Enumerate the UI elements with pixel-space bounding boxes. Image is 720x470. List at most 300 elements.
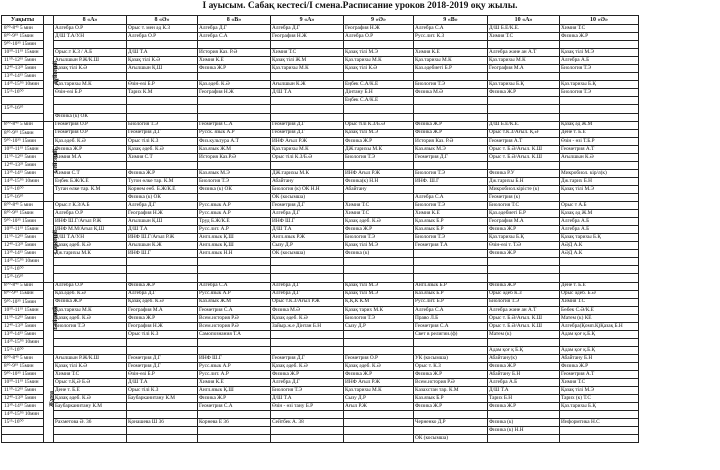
lesson-cell: Адам қоғ қ Б.Қ <box>488 346 560 354</box>
lesson-cell <box>560 41 639 49</box>
lesson-time <box>2 97 44 105</box>
lesson-cell <box>54 411 127 419</box>
lesson-cell <box>344 105 414 113</box>
lesson-cell: Химия К.Е <box>414 49 488 57</box>
lesson-time: 15²⁰-16¹⁰ <box>2 193 44 201</box>
lesson-cell: Микробиол. кір/л(к) <box>560 169 639 177</box>
lesson-cell: Орыс тілі К.З/Б.Ә <box>344 121 414 129</box>
lesson-cell <box>414 411 488 419</box>
lesson-cell: Тарих (к) Т.С <box>560 395 639 403</box>
lesson-cell <box>414 41 488 49</box>
lesson-cell <box>198 105 271 113</box>
lesson-cell <box>344 193 414 201</box>
lesson-cell <box>54 427 127 435</box>
lesson-cell: Ағылшын Қ.Ш <box>127 218 198 226</box>
lesson-cell <box>560 274 639 282</box>
lesson-time: 15¹⁵-16⁰⁰ <box>2 346 44 354</box>
lesson-cell: Орыс т. Б.Ә/Ағыл. К.Ш <box>488 322 560 330</box>
lesson-time: 9⁵⁰-10³⁵ 15мин <box>2 137 44 145</box>
schedule-row <box>2 403 718 411</box>
lesson-cell <box>198 193 271 201</box>
lesson-cell: Адам қоғ қ.Б.Қ <box>560 346 639 354</box>
lesson-cell: Черненко Д.Р <box>414 419 488 427</box>
lesson-cell: Д/Ш Т.А/У.Н <box>54 33 127 41</box>
lesson-cell <box>560 97 639 105</box>
lesson-cell <box>54 97 127 105</box>
lesson-cell: Информтика Н.С <box>560 419 639 427</box>
lesson-cell: Физика Ж.Р <box>344 137 414 145</box>
lesson-cell <box>414 258 488 266</box>
lesson-cell: Химия С.Т <box>127 153 198 161</box>
lesson-cell: Ағылшын Қ.Ш <box>127 65 198 73</box>
lesson-cell: Каз.язык Б.Р <box>414 290 488 298</box>
lesson-cell <box>488 338 560 346</box>
lesson-cell: Алгебра(Қомп.Қ)Қазақ Б.Н <box>560 322 639 330</box>
schedule-row <box>2 202 718 210</box>
lesson-cell: История Каз. Р.Ә <box>414 137 488 145</box>
lesson-cell: Өзін-өзі Б.Р <box>127 81 198 89</box>
day-label <box>44 354 54 443</box>
lesson-cell: Алгебра Д.Г <box>271 25 344 33</box>
lesson-time: 11⁵⁰-12³⁵ 5мин <box>2 57 44 65</box>
lesson-cell: География М.А <box>488 218 560 226</box>
lesson-cell <box>344 346 414 354</box>
lesson-cell: ИНФ Ағыл Р.Ж <box>271 137 344 145</box>
schedule-row <box>2 25 718 33</box>
lesson-cell: Физика Ж.Р <box>198 395 271 403</box>
lesson-cell <box>54 338 127 346</box>
lesson-cell: ИНФ. Ш.Г <box>414 177 488 185</box>
lesson-cell: Абайтану Б.Н <box>560 354 639 362</box>
lesson-cell: Қазақ тілі М.Э <box>344 242 414 250</box>
lesson-time <box>2 113 44 121</box>
lesson-cell <box>344 427 414 435</box>
lesson-cell <box>414 274 488 282</box>
lesson-cell: Алгебра С.А <box>198 33 271 41</box>
lesson-cell: Сызу Д.Р <box>344 322 414 330</box>
lesson-cell: Алгебра О.Р <box>54 210 127 218</box>
lesson-cell: ИНФ Ш.Г <box>198 354 271 362</box>
lesson-cell: Орыс т.Қ.Ә Б.Ә <box>54 379 127 387</box>
schedule-row <box>2 330 718 338</box>
lesson-cell: Орыс т. Б.Ә/Ағыл. К.Ш <box>488 314 560 322</box>
day-name: Дүйсенбі <box>53 60 60 85</box>
lesson-cell: Еңбек С.А/К.Е <box>344 97 414 105</box>
schedule-row <box>2 121 718 129</box>
lesson-cell: География Н.Ж <box>271 33 344 41</box>
lesson-cell: Биология Т.Э <box>344 153 414 161</box>
lesson-cell: Право Л.Б <box>414 314 488 322</box>
lesson-cell: Алгебра О.Р <box>54 282 127 290</box>
lesson-time <box>2 435 44 443</box>
lesson-cell: Геометрия О.Р <box>54 121 127 129</box>
lesson-cell: Қаз.әдеб. К.Ә <box>54 290 127 298</box>
lesson-cell <box>344 258 414 266</box>
lesson-cell: Геометрия Д.Г <box>127 129 198 137</box>
lesson-cell <box>127 427 198 435</box>
schedule-row <box>2 97 718 105</box>
lesson-cell: Орыс.т К.З/А.Б <box>54 202 127 210</box>
lesson-cell: АӘД А.К <box>560 250 639 258</box>
lesson-cell <box>127 274 198 282</box>
lesson-cell <box>344 113 414 121</box>
lesson-cell: Физика Ж.Р <box>488 362 560 370</box>
lesson-cell: Қазақ тілі Ж.М <box>271 57 344 65</box>
schedule-row <box>2 33 718 41</box>
lesson-cell: Геометрия Д.Г <box>271 202 344 210</box>
lesson-cell: Қазақ тілі М.Э <box>344 49 414 57</box>
lesson-cell <box>414 338 488 346</box>
schedule-row <box>2 193 718 201</box>
lesson-cell <box>198 427 271 435</box>
lesson-cell: Қаз.тарихы М.К <box>488 57 560 65</box>
lesson-cell: Геометрия (к) <box>488 193 560 201</box>
schedule-row <box>2 346 718 354</box>
schedule-row <box>2 298 718 306</box>
schedule-row <box>2 169 718 177</box>
lesson-cell <box>54 105 127 113</box>
lesson-time: 8⁰⁰-8⁴⁵ 5 мин <box>2 202 44 210</box>
lesson-cell: Физика Ж.Р <box>127 282 198 290</box>
lesson-cell: Орыс т А.Б <box>560 202 639 210</box>
lesson-cell: Абайтану <box>344 185 414 193</box>
lesson-cell: География М.А <box>127 306 198 314</box>
lesson-cell: Дж.тарих Б.Н <box>560 177 639 185</box>
lesson-cell: ДЖ.тарихы М.К <box>271 169 344 177</box>
lesson-cell <box>488 258 560 266</box>
lesson-cell <box>54 258 127 266</box>
lesson-cell <box>560 258 639 266</box>
lesson-time: 13³⁰-14¹⁵ 5мин <box>2 403 44 411</box>
lesson-cell: Биология Т.Э <box>344 314 414 322</box>
lesson-cell: Алгебра және ан А.Т <box>488 306 560 314</box>
lesson-time: 8⁵⁰-9³⁵ 15мин <box>2 210 44 218</box>
lesson-cell: Қазақ әдеб. К.Ә <box>344 362 414 370</box>
lesson-cell <box>271 97 344 105</box>
lesson-cell: Алгебра А.Б <box>560 218 639 226</box>
lesson-cell: АӘД А.К <box>560 242 639 250</box>
lesson-cell <box>488 105 560 113</box>
lesson-cell: Всем.история Р.Ә <box>198 314 271 322</box>
lesson-cell: ДЖ.тарихы М.К <box>344 145 414 153</box>
lesson-time: 12⁴⁰-13²⁵ 5мин <box>2 161 44 169</box>
lesson-cell: Орыс т. Б.Ә/Ағыл. К.Ш <box>488 145 560 153</box>
lesson-cell <box>198 97 271 105</box>
lesson-cell: Қазақ әдеб. К.Ә <box>54 314 127 322</box>
lesson-time: 8⁰⁰-8⁴⁵ 5 мин <box>2 121 44 129</box>
lesson-cell: История Каз.Р.Ә <box>198 153 271 161</box>
lesson-cell <box>488 113 560 121</box>
lesson-time: 11⁵⁰-12³⁵ 5мин <box>2 234 44 242</box>
lesson-time: 15¹⁵-16⁰⁰ <box>2 419 44 427</box>
lesson-cell <box>54 274 127 282</box>
lesson-cell <box>344 41 414 49</box>
lesson-cell: Д/Ш Т.А <box>127 226 198 234</box>
schedule-row <box>2 137 718 145</box>
lesson-cell: Қаз.тарихы М.К <box>344 57 414 65</box>
lesson-cell: ОК (косымша) <box>414 435 488 443</box>
lesson-cell: Физика Ж.Р <box>488 250 560 258</box>
schedule-row <box>2 338 718 346</box>
lesson-cell: Сейтбек А. 38 <box>271 419 344 427</box>
lesson-cell: Физика Ж.Р <box>414 403 488 411</box>
lesson-cell <box>488 161 560 169</box>
lesson-cell: Д/Ш Б.Е/К.Е. <box>488 25 560 33</box>
lesson-cell: Қаз.язык Б.Р <box>414 218 488 226</box>
lesson-cell: Физика Ж.Р <box>344 371 414 379</box>
lesson-cell: Орыс әдеб К.З <box>488 290 560 298</box>
lesson-cell: Орыс әдеб. Б.Ә <box>560 290 639 298</box>
schedule-row <box>2 371 718 379</box>
lesson-cell: Алгебра Д.Г <box>271 379 344 387</box>
schedule-row <box>2 427 718 435</box>
lesson-cell: Өзін-өзі Б.Р <box>54 89 127 97</box>
lesson-cell: Қаз.тарихы М.К <box>54 81 127 89</box>
lesson-cell: Сызу Д.Р <box>271 242 344 250</box>
lesson-cell: Каз.язык М.Э <box>198 169 271 177</box>
lesson-cell: ОК (косымша) <box>271 193 344 201</box>
lesson-cell <box>560 338 639 346</box>
lesson-cell: ИНФ Ш.Г/Ағыл Р.Ж <box>127 234 198 242</box>
lesson-time: 11⁵⁰-12³⁵ 5мин <box>2 153 44 161</box>
lesson-cell <box>488 41 560 49</box>
lesson-cell: Баубарканитану К.М <box>127 395 198 403</box>
lesson-time: 12⁴⁰-13²⁵ 5мин <box>2 242 44 250</box>
lesson-cell <box>127 113 198 121</box>
lesson-cell: Химия Т.С <box>54 371 127 379</box>
lesson-cell: Биология Т.Э <box>560 65 639 73</box>
lesson-cell <box>127 266 198 274</box>
lesson-cell: Каз.язык Б.Р <box>414 395 488 403</box>
schedule-row <box>2 242 718 250</box>
lesson-cell: Абайтану(к) <box>488 354 560 362</box>
lesson-cell: Русс.язык А.Р <box>198 210 271 218</box>
lesson-cell: ОК (косымша) <box>271 250 344 258</box>
lesson-cell: Корнем еөб. Б.Ж/К.Е <box>127 185 198 193</box>
lesson-cell: Физика Р.У <box>488 169 560 177</box>
schedule-row <box>2 266 718 274</box>
lesson-cell: Қонашева Ш 36 <box>127 419 198 427</box>
lesson-cell: Геометрия Д.Г <box>414 153 488 161</box>
lesson-cell: Алгебра А.Б <box>488 379 560 387</box>
lesson-time: 14²⁰-15⁰⁵ 10мин <box>2 258 44 266</box>
lesson-cell <box>560 113 639 121</box>
lesson-cell: Физика (к) Н.Н <box>488 427 560 435</box>
lesson-cell <box>344 274 414 282</box>
lesson-cell: Сызу Д.Р <box>344 395 414 403</box>
lesson-time: 15²⁰-16¹⁰ <box>2 105 44 113</box>
lesson-cell: Англ.язык Б.Р <box>414 282 488 290</box>
lesson-cell: Труд Б.Ж/К.Е <box>198 218 271 226</box>
lesson-cell: Туган өлке тар. К.М <box>54 185 127 193</box>
day-name: Бейсенбі <box>52 306 59 330</box>
lesson-cell: Қаз.тарихы Б.Қ <box>488 234 560 242</box>
lesson-cell: Физика Ж.Р <box>271 371 344 379</box>
lesson-cell: Биология Т.Э <box>488 298 560 306</box>
lesson-cell: Геометрия О.Р <box>54 129 127 137</box>
lesson-cell <box>54 161 127 169</box>
lesson-cell <box>414 73 488 81</box>
schedule-row <box>2 395 718 403</box>
lesson-time: 13³⁰-14¹⁵ 5мин <box>2 330 44 338</box>
lesson-cell: Қазақ әдеб. К.Ә <box>54 242 127 250</box>
lesson-cell: Химия Т.С <box>560 379 639 387</box>
column-header-class: 8 «А» <box>54 16 127 25</box>
lesson-cell <box>344 419 414 427</box>
lesson-cell: Қазақ әд Ж.М <box>560 210 639 218</box>
lesson-cell: Орыс.т К.З / А.Б <box>54 49 127 57</box>
lesson-cell: Қаз.тарихы М.К <box>414 57 488 65</box>
lesson-cell <box>271 113 344 121</box>
lesson-cell <box>198 435 271 443</box>
schedule-row <box>2 354 718 362</box>
lesson-cell: Биология Т.Э <box>560 89 639 97</box>
lesson-cell: Геометрия С.А <box>198 121 271 129</box>
lesson-cell <box>271 266 344 274</box>
lesson-time: 12⁴⁰-13²⁵ 5мин <box>2 322 44 330</box>
lesson-cell <box>54 330 127 338</box>
lesson-time: 14²⁰-15⁰⁵ 10мин <box>2 411 44 419</box>
lesson-time: 11⁵⁰-12³⁵ 5мин <box>2 314 44 322</box>
lesson-cell <box>271 73 344 81</box>
schedule-row <box>2 105 718 113</box>
lesson-cell: Орыс тілі К.З <box>127 137 198 145</box>
schedule-row <box>2 419 718 427</box>
schedule-row <box>2 234 718 242</box>
lesson-cell: Физика (к) ОК <box>198 185 271 193</box>
lesson-cell: ИНФ М.М/Ағыл Қ.Ш <box>54 226 127 234</box>
lesson-cell <box>414 113 488 121</box>
lesson-cell: Всем.история Р.Ә <box>198 322 271 330</box>
lesson-cell: Д/Ш Т.А <box>271 395 344 403</box>
lesson-time: 8⁰⁰-8⁴⁵ 5 мин <box>2 25 44 33</box>
lesson-cell <box>414 97 488 105</box>
lesson-cell: Самопознания Т.А <box>198 330 271 338</box>
lesson-cell: Алгебра О.Р <box>54 25 127 33</box>
lesson-cell: Алгебра Д.Г <box>271 210 344 218</box>
lesson-cell: Тарих Б.Н <box>488 395 560 403</box>
lesson-cell: Қазақ тілі К.Ә <box>344 65 414 73</box>
lesson-cell: Химия С.Т <box>54 169 127 177</box>
lesson-cell: География Н.Ж <box>344 25 414 33</box>
lesson-cell: Биология Т.Э <box>54 322 127 330</box>
lesson-cell: География Н.Ж <box>127 322 198 330</box>
lesson-cell: Баубарканитану К.М <box>54 403 127 411</box>
lesson-cell: Физика Ж.Р <box>414 371 488 379</box>
lesson-cell: Физика (к) ОК <box>127 193 198 201</box>
lesson-cell: Қазақ әдеб. К.Ә <box>127 145 198 153</box>
schedule-row <box>2 306 718 314</box>
lesson-cell: Қазақ тарих М.К <box>344 306 414 314</box>
lesson-cell: Химия Т.С <box>560 25 639 33</box>
lesson-cell: Биология Т.Э <box>127 121 198 129</box>
lesson-cell <box>54 41 127 49</box>
lesson-cell <box>344 338 414 346</box>
lesson-cell <box>127 346 198 354</box>
column-header-class: 8 «Ә» <box>127 16 198 25</box>
schedule-row <box>2 161 718 169</box>
lesson-cell <box>271 411 344 419</box>
lesson-cell <box>271 41 344 49</box>
lesson-cell: География Н.Ж <box>127 210 198 218</box>
lesson-cell: Тарих К.М <box>127 89 198 97</box>
lesson-cell <box>560 73 639 81</box>
lesson-cell: Биология Т.Э <box>344 234 414 242</box>
lesson-cell <box>488 411 560 419</box>
lesson-cell <box>414 266 488 274</box>
lesson-cell: Бөбек С.Ә/К.Е <box>560 306 639 314</box>
lesson-cell: Англ.язык Қ.Ш <box>198 387 271 395</box>
lesson-cell: Физика (к) <box>488 419 560 427</box>
lesson-cell <box>344 73 414 81</box>
lesson-cell: Абайтану Б.Н <box>488 371 560 379</box>
lesson-cell: Русс.язык А.Р <box>198 290 271 298</box>
lesson-cell: Биология Т.С <box>488 202 560 210</box>
lesson-cell: Д/Ш Т.А <box>127 379 198 387</box>
lesson-cell <box>344 161 414 169</box>
lesson-cell <box>198 274 271 282</box>
lesson-time: 10⁵⁰-11³⁵ 15мин <box>2 226 44 234</box>
lesson-time: 14²⁰-15⁰⁵ 10мин <box>2 81 44 89</box>
lesson-time: 12⁴⁰-13²⁵ 5мин <box>2 395 44 403</box>
lesson-cell: Физ.культура А.Т <box>198 137 271 145</box>
schedule-row <box>2 314 718 322</box>
lesson-cell: Микробиол.кірісте (к) <box>488 185 560 193</box>
lesson-cell <box>488 435 560 443</box>
lesson-cell <box>414 185 488 193</box>
lesson-cell: Геометрия С.А <box>414 322 488 330</box>
lesson-cell <box>198 161 271 169</box>
lesson-cell: Биология Т.Э <box>198 177 271 185</box>
lesson-cell <box>54 73 127 81</box>
lesson-cell: Қазақ әдеб. К.Ә <box>344 218 414 226</box>
lesson-cell: Д/Ш Б.Е/К.Е. <box>488 121 560 129</box>
lesson-cell <box>414 346 488 354</box>
lesson-cell: Химия К.Е <box>198 379 271 387</box>
schedule-row <box>2 89 718 97</box>
lesson-time: 8⁰⁰-8⁴⁵ 5 мин <box>2 282 44 290</box>
schedule-row <box>2 41 718 49</box>
lesson-cell: Алгебра С.А <box>414 25 488 33</box>
lesson-cell: Қаз.әдеб. К.Ә <box>198 81 271 89</box>
lesson-time: 8⁵⁰-9³⁵ 15мин <box>2 33 44 41</box>
lesson-cell: Геометрия А.Т <box>560 371 639 379</box>
lesson-cell: Англ.язык Н.Н <box>198 250 271 258</box>
lesson-cell: Қазақ тілі М.Э <box>560 185 639 193</box>
lesson-cell: Рахметова Ә. 36 <box>54 419 127 427</box>
lesson-cell: Геометрия Д.Г <box>127 362 198 370</box>
lesson-cell: Химия Т.С <box>560 298 639 306</box>
lesson-cell: Алгебра С.А <box>414 193 488 201</box>
lesson-time: 11⁵⁰-12³⁵ 5мин <box>2 387 44 395</box>
lesson-cell: Қаз.тарихы М.К <box>271 65 344 73</box>
schedule-row <box>2 153 718 161</box>
lesson-cell: Геометрия О.Р <box>344 354 414 362</box>
schedule-row <box>2 322 718 330</box>
schedule-row <box>2 435 718 443</box>
lesson-cell: ИНФ Ш.Г/Ағыл Р.Ж <box>54 218 127 226</box>
lesson-cell: Орыс т.К.З/Ағыл Р.Ж <box>271 298 344 306</box>
lesson-cell: Қазақ әдеб. К.Ә <box>271 314 344 322</box>
lesson-time: 13³⁰-14¹⁵ 5мин <box>2 250 44 258</box>
lesson-cell <box>127 73 198 81</box>
lesson-cell: Химия М.А <box>54 153 127 161</box>
lesson-cell: Физика Ж.Р <box>560 33 639 41</box>
lesson-cell <box>344 411 414 419</box>
lesson-cell: Англ.язык Р.Ж <box>271 234 344 242</box>
column-header-class: 10 «А» <box>488 16 560 25</box>
lesson-cell: Химия Т.С <box>271 49 344 57</box>
